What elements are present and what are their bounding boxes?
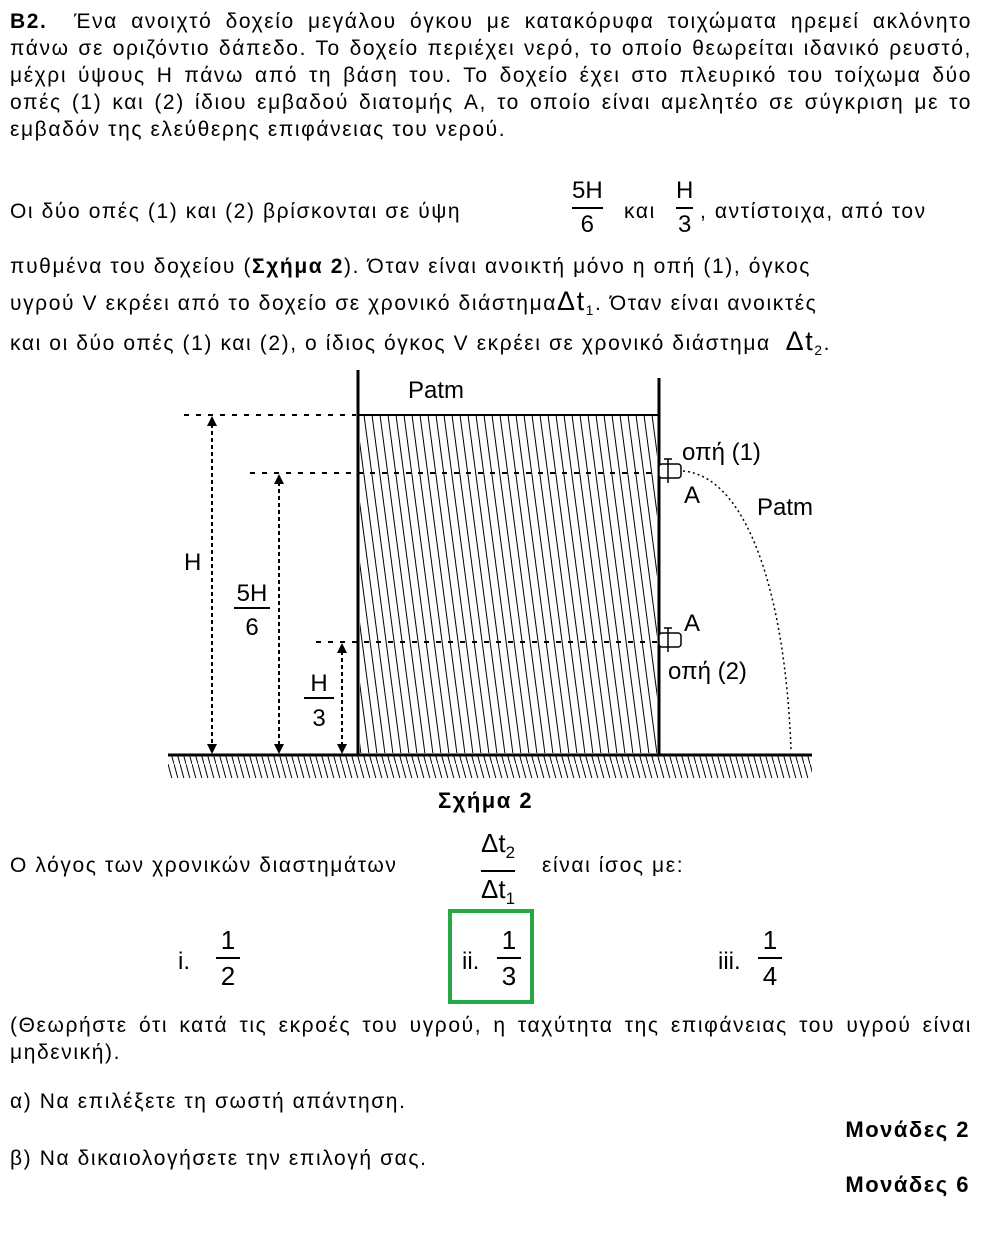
hatch-stroke [300, 415, 345, 754]
figure-caption: Σχήμα 2 [438, 788, 534, 813]
line3-text-b: ). Όταν είναι ανοικτή μόνο η οπή (1), όγκος [344, 255, 811, 278]
frac-bar [676, 207, 693, 209]
holes-heights-line [10, 200, 461, 224]
frac-num: H [676, 177, 694, 204]
frac-bar [572, 207, 603, 209]
note-text: (Θεωρήστε ότι κατά τις εκροές του υγρού, η ταχύτητα της επιφάνειας του υγρού είναι μηδενική). [10, 1014, 972, 1064]
line5-text-a: και οι δύο οπές (1) και (2), ο ίδιος όγκος V εκρέει σε χρονικό διάστημα [10, 332, 771, 355]
ratio-num [481, 828, 515, 868]
question-line [10, 854, 397, 878]
line4-text-a: υγρού V εκρέει από το δοχείο σε χρονικό διάστημα [10, 292, 558, 315]
hatch-stroke [316, 415, 361, 754]
option-den: 4 [762, 961, 778, 991]
frac-den: 6 [580, 211, 595, 238]
height-H3-den: 3 [312, 705, 326, 732]
option-num: 1 [501, 925, 517, 955]
frac-num: 5H [572, 177, 603, 204]
ratio-den-sub: 1 [505, 889, 515, 909]
ratio-fraction [481, 828, 515, 914]
arrowhead [274, 474, 284, 484]
option-iii-fraction[interactable] [758, 925, 782, 991]
arrowhead [337, 744, 347, 754]
line5 [10, 326, 831, 358]
task-a: α) Να επιλέξετε τη σωστή απάντηση. [10, 1090, 407, 1113]
option-i-fraction[interactable] [216, 925, 240, 991]
question-line-end [542, 854, 684, 878]
line2-text-a: Οι δύο οπές (1) και (2) βρίσκονται σε ύψη [10, 200, 462, 223]
option-bar [758, 957, 782, 959]
question-text-b: είναι ίσος με: [542, 854, 685, 877]
line2-text-c: , αντίστοιχα, από τον [700, 200, 927, 223]
fraction-5H-6 [572, 177, 603, 239]
arrowhead [337, 643, 347, 653]
problem-intro [10, 8, 972, 143]
patm-right-label: Patm [757, 494, 814, 521]
delta-t-symbol: Δt [785, 326, 815, 356]
intro-text: Ένα ανοιχτό δοχείο μεγάλου όγκου με κατακόρυφα τοιχώματα ηρεμεί ακλόνητο πάνω σε οριζόντιο δάπεδο. Το δοχείο περιέχει νερό, το οποίο θεωρείται ιδανικό ρευστό, μέχρι ύψους H πάνω από τη βάση του. Το δοχείο έχει στο πλευρικό του τοίχωμα δύο οπές (1) και (2) ίδιου εμβαδού διατομής A, το οποίο είναι αμελητέο σε σύγκριση με το εμβαδόν της ελεύθερης επιφάνειας του νερού. [10, 10, 972, 141]
option-bar [497, 957, 521, 959]
option-iii-label: iii. [718, 948, 741, 975]
line4-text-b: . Όταν είναι ανοικτές [594, 292, 818, 315]
floor-hatching [168, 756, 812, 778]
option-bar [216, 957, 240, 959]
ratio-den-dt: Δt [481, 874, 506, 905]
option-ii-label: ii. [462, 948, 480, 975]
line2-and [624, 200, 656, 224]
line3-text-a: πυθμένα του δοχείου ( [10, 255, 253, 278]
arrowhead [207, 416, 217, 426]
option-den: 2 [220, 961, 236, 991]
hatch-stroke [308, 415, 353, 754]
frac-den: 3 [677, 211, 692, 238]
height-5H6-den: 6 [245, 614, 259, 641]
option-ii-highlight-box[interactable] [448, 909, 534, 1004]
task-b-points: Μονάδες 6 [845, 1172, 970, 1197]
problem-label: Β2. [10, 10, 48, 33]
patm-top-label: Patm [408, 377, 465, 404]
area-label-2: A [684, 610, 701, 637]
line3 [10, 255, 811, 279]
delta-t-subscript: 1 [585, 303, 595, 319]
hole-2-nozzle [659, 633, 681, 647]
delta-t-subscript: 2 [814, 343, 824, 359]
fraction-H-3 [676, 177, 693, 239]
question-text-a: Ο λόγος των χρονικών διαστημάτων [10, 854, 398, 877]
area-label-1: A [684, 482, 701, 509]
option-den: 3 [501, 961, 517, 991]
line2-end [700, 200, 927, 224]
tank-figure [0, 368, 986, 808]
ratio-num-sub: 2 [505, 843, 515, 863]
option-num: 1 [762, 925, 778, 955]
line5-text-b: . [823, 332, 832, 355]
height-5H6-num: 5H [236, 580, 268, 607]
height-H-label: H [184, 549, 202, 576]
hole-1-nozzle [659, 464, 681, 478]
height-H3-num: H [310, 670, 328, 697]
hole-1-label: οπή (1) [682, 439, 761, 466]
arrowhead [207, 744, 217, 754]
line2-text-b: και [624, 200, 656, 223]
task-b: β) Να δικαιολογήσετε την επιλογή σας. [10, 1147, 428, 1170]
delta-t-symbol: Δt [557, 286, 586, 316]
figure-reference: Σχήμα 2 [252, 255, 345, 278]
ratio-bar [481, 870, 515, 872]
arrowhead [274, 744, 284, 754]
option-ii-fraction[interactable] [497, 925, 521, 991]
task-a-points: Μονάδες 2 [845, 1117, 970, 1142]
line4 [10, 286, 817, 318]
option-num: 1 [220, 925, 236, 955]
option-i-label: i. [178, 948, 190, 975]
hole-2-label: οπή (2) [668, 658, 747, 685]
ratio-num-dt: Δt [481, 828, 506, 858]
